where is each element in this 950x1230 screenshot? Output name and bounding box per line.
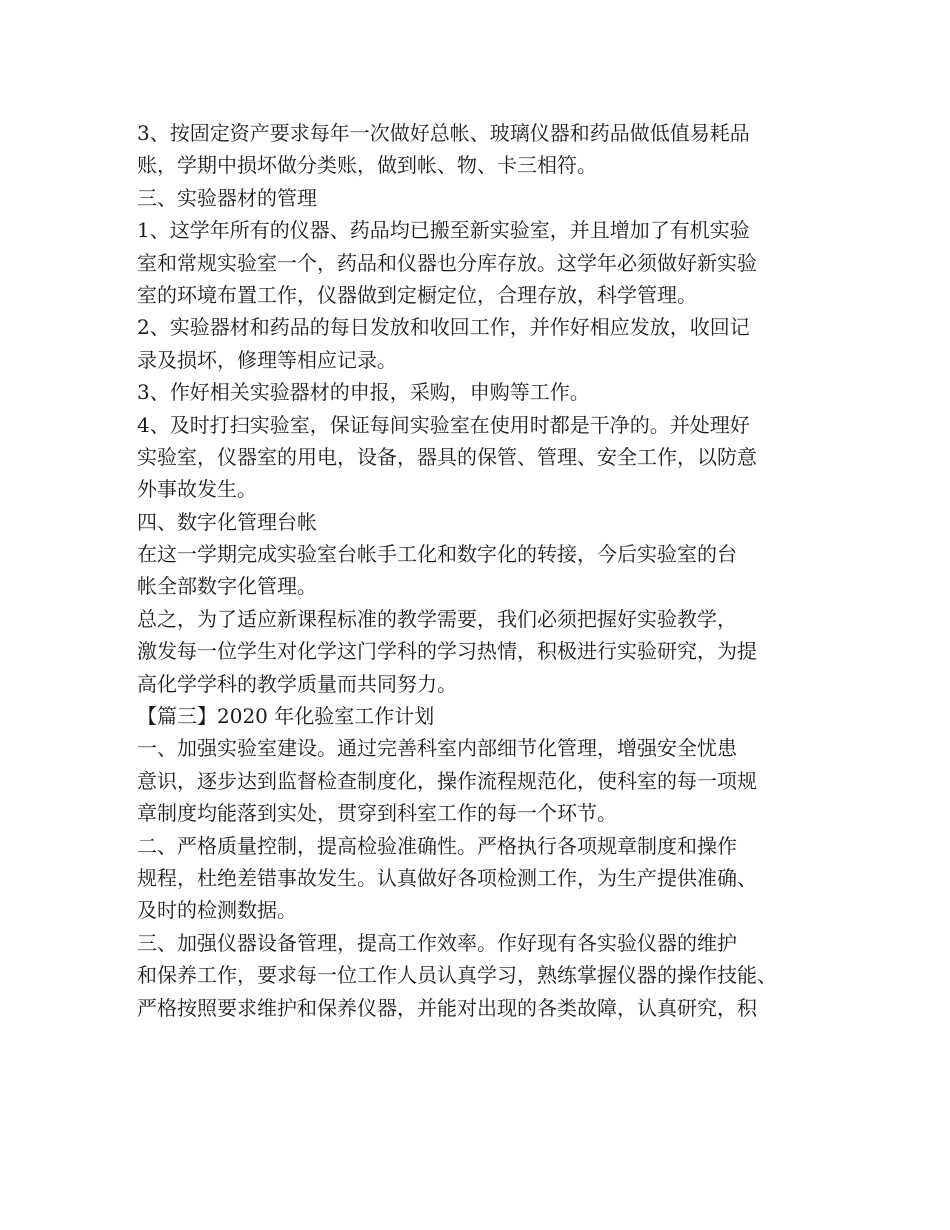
text-line: 录及损坏，修理等相应记录。 bbox=[137, 347, 397, 372]
text-line: 三、加强仪器设备管理，提高工作效率。作好现有各实验仪器的维护 bbox=[137, 930, 737, 955]
text-line: 规程，杜绝差错事故发生。认真做好各项检测工作，为生产提供准确、 bbox=[137, 865, 757, 890]
text-line: 3、作好相关实验器材的申报，采购，申购等工作。 bbox=[137, 380, 590, 405]
document-page bbox=[137, 117, 817, 1024]
text-line: 意识，逐步达到监督检查制度化，操作流程规范化，使科室的每一项规 bbox=[137, 768, 757, 793]
text-line: 一、加强实验室建设。通过完善科室内部细节化管理，增强安全忧患 bbox=[137, 736, 737, 761]
text-line: 章制度均能落到实处，贯穿到科室工作的每一个环节。 bbox=[137, 801, 617, 826]
text-line: 1、这学年所有的仪器、药品均已搬至新实验室，并且增加了有机实验 bbox=[137, 218, 750, 243]
text-line: 严格按照要求维护和保养仪器，并能对出现的各类故障，认真研究，积 bbox=[137, 995, 757, 1020]
section-heading: 四、数字化管理台帐 bbox=[137, 509, 317, 534]
text-line: 在这一学期完成实验室台帐手工化和数字化的转接，今后实验室的台 bbox=[137, 542, 737, 567]
section-heading: 三、实验器材的管理 bbox=[137, 185, 317, 210]
text-line: 室和常规实验室一个，药品和仪器也分库存放。这学年必须做好新实验 bbox=[137, 250, 757, 275]
text-line: 账，学期中损坏做分类账，做到帐、物、卡三相符。 bbox=[137, 153, 597, 178]
text-line: 激发每一位学生对化学这门学科的学习热情，积极进行实验研究，为提 bbox=[137, 639, 757, 664]
text-line: 2、实验器材和药品的每日发放和收回工作，并作好相应发放，收回记 bbox=[137, 315, 750, 340]
text-line: 总之，为了适应新课程标准的教学需要，我们必须把握好实验教学， bbox=[137, 606, 737, 631]
chapter-heading: 【篇三】2020 年化验室工作计划 bbox=[137, 704, 435, 729]
text-line: 4、及时打扫实验室，保证每间实验室在使用时都是干净的。并处理好 bbox=[137, 412, 750, 437]
text-line: 实验室，仪器室的用电，设备，器具的保管、管理、安全工作，以防意 bbox=[137, 444, 757, 469]
text-line: 3、按固定资产要求每年一次做好总帐、玻璃仪器和药品做低值易耗品 bbox=[137, 121, 750, 145]
text-line: 室的环境布置工作，仪器做到定橱定位，合理存放，科学管理。 bbox=[137, 282, 697, 307]
text-line: 和保养工作，要求每一位工作人员认真学习，熟练掌握仪器的操作技能、 bbox=[137, 963, 777, 988]
text-line: 二、严格质量控制，提高检验准确性。严格执行各项规章制度和操作 bbox=[137, 833, 737, 858]
text-line: 高化学学科的教学质量而共同努力。 bbox=[137, 671, 457, 696]
text-line: 帐全部数字化管理。 bbox=[137, 574, 317, 599]
text-line: 及时的检测数据。 bbox=[137, 898, 297, 923]
text-line: 外事故发生。 bbox=[137, 477, 257, 502]
